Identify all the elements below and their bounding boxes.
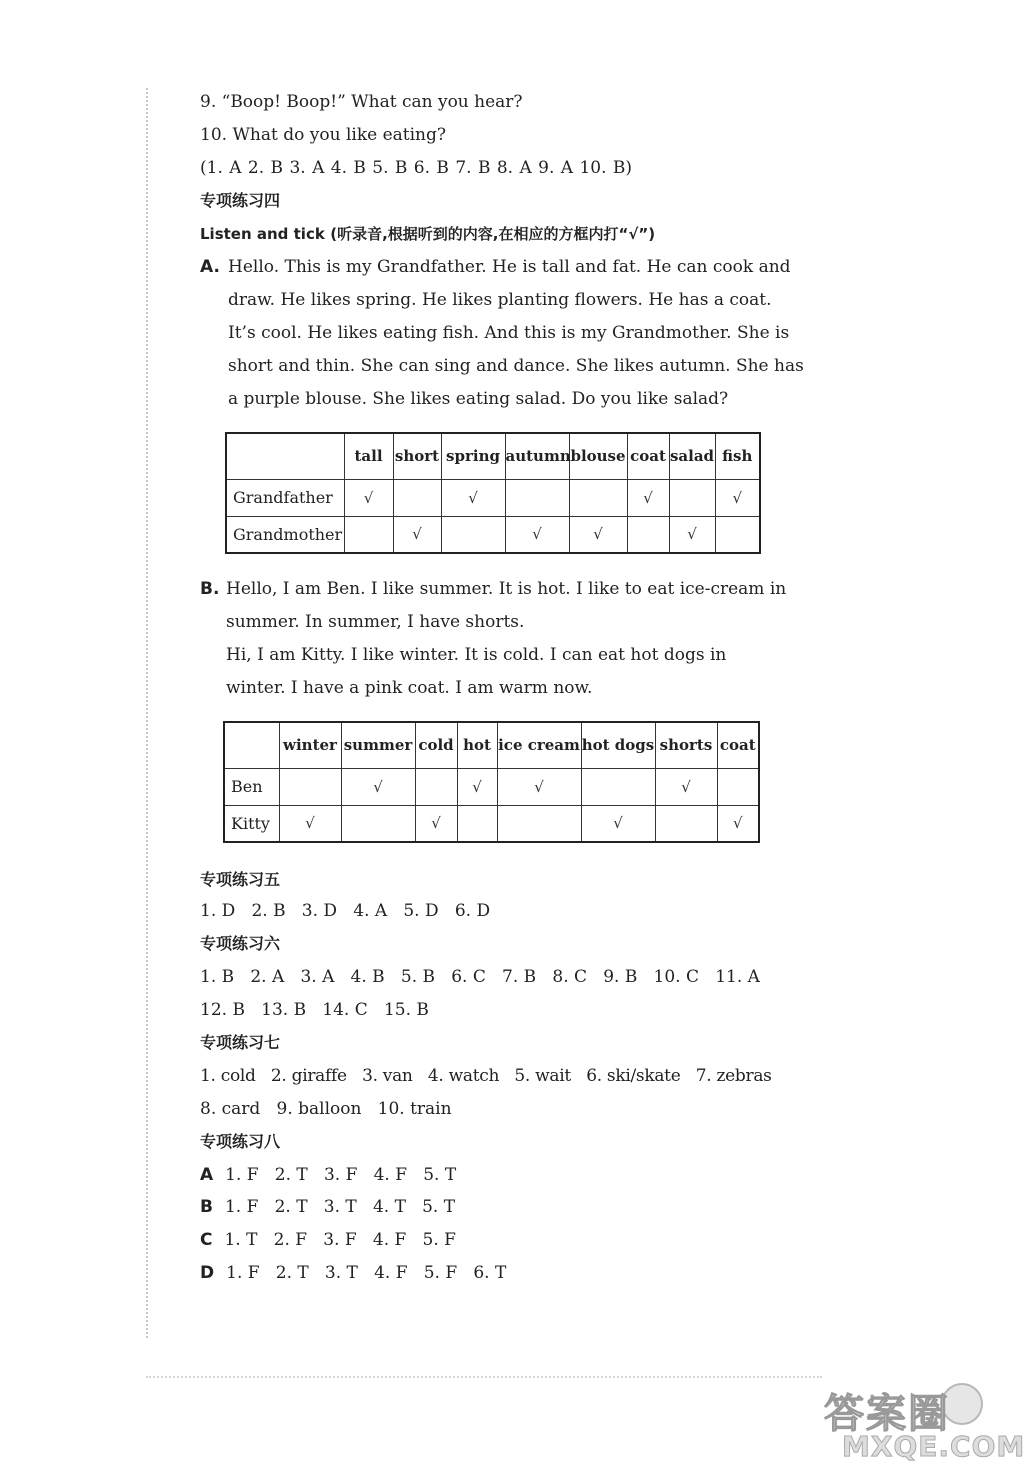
tick-cell [344, 516, 393, 553]
row-name: Ben [224, 768, 279, 805]
table-a [225, 432, 761, 554]
passage-b-line: Hi, I am Kitty. I like winter. It is cold. I can eat hot dogs in [226, 645, 727, 665]
row-name: Kitty [224, 805, 279, 842]
tick-cell [457, 805, 497, 842]
tick-cell: √ [717, 805, 759, 842]
tick-cell [655, 805, 717, 842]
tick-cell: √ [655, 768, 717, 805]
row-answers: 1. F 2. T 3. T 4. T 5. T [224, 1197, 456, 1217]
tick-cell: √ [569, 516, 627, 553]
tick-cell [715, 516, 760, 553]
footer-divider [146, 1376, 822, 1378]
column-header: coat [717, 722, 759, 768]
column-header: coat [627, 433, 669, 479]
table-b [223, 721, 760, 843]
passage-a-line: a purple blouse. She likes eating salad. Do you like salad? [228, 389, 729, 409]
passage-a-line: draw. He likes spring. He likes planting flowers. He has a coat. [228, 290, 772, 310]
section-8-heading: 专项练习八 [200, 1132, 281, 1151]
tick-cell [341, 805, 415, 842]
column-header: cold [415, 722, 457, 768]
column-header: hot dogs [581, 722, 655, 768]
tick-cell: √ [344, 479, 393, 516]
instruction-cn: (听录音,根据听到的内容,在相应的方框内打“√”) [330, 225, 656, 243]
section-5-answers: 1. D 2. B 3. D 4. A 5. D 6. D [200, 901, 491, 921]
table-row [226, 516, 760, 553]
tick-cell: √ [581, 805, 655, 842]
tick-cell [717, 768, 759, 805]
section-6-answers-line: 1. B 2. A 3. A 4. B 5. B 6. C 7. B 8. C 9. B 10. C 11. A [200, 967, 760, 987]
column-header: tall [344, 433, 393, 479]
tick-cell: √ [627, 479, 669, 516]
column-header: fish [715, 433, 760, 479]
tick-cell [569, 479, 627, 516]
tick-cell: √ [505, 516, 569, 553]
section-7-heading: 专项练习七 [200, 1033, 281, 1052]
tick-cell [393, 479, 441, 516]
question-10: 10. What do you like eating? [200, 125, 446, 145]
tick-cell: √ [393, 516, 441, 553]
column-header: winter [279, 722, 341, 768]
passage-b-label: B. [200, 579, 220, 599]
passage-b-line: Hello, I am Ben. I like summer. It is hot. I like to eat ice-cream in [226, 579, 787, 599]
table-row [224, 805, 759, 842]
tick-cell [669, 479, 715, 516]
site-watermark [812, 1378, 1025, 1468]
row-name: Grandmother [226, 516, 344, 553]
tick-cell: √ [669, 516, 715, 553]
watermark-url: MXQE.COM [842, 1430, 1025, 1463]
table-a-header-row [226, 433, 760, 479]
tick-cell: √ [341, 768, 415, 805]
binding-margin-line [146, 88, 148, 1338]
column-header: blouse [569, 433, 627, 479]
section-7-answers-line: 1. cold 2. giraffe 3. van 4. watch 5. wait 6. ski/skate 7. zebras [200, 1066, 772, 1086]
section-4-heading: 专项练习四 [200, 191, 281, 210]
section-8-row [200, 1262, 506, 1284]
row-label: D [200, 1263, 215, 1283]
section-5-heading: 专项练习五 [200, 870, 281, 889]
tick-cell [581, 768, 655, 805]
question-9: 9. “Boop! Boop!” What can you hear? [200, 92, 523, 112]
column-header: hot [457, 722, 497, 768]
watermark-logo: 答案圈 [824, 1391, 950, 1437]
passage-a-line: short and thin. She can sing and dance. She likes autumn. She has [228, 356, 804, 376]
tick-cell: √ [279, 805, 341, 842]
questions-answer-key: (1. A 2. B 3. A 4. B 5. B 6. B 7. B 8. A 9. A 10. B) [200, 158, 633, 178]
column-header: shorts [655, 722, 717, 768]
passage-a-line: It’s cool. He likes eating fish. And this is my Grandmother. She is [228, 323, 790, 343]
row-label: C [200, 1230, 213, 1250]
section-8-row [200, 1229, 456, 1251]
tick-cell [279, 768, 341, 805]
tick-cell [505, 479, 569, 516]
table-b-header-row [224, 722, 759, 768]
row-answers: 1. T 2. F 3. F 4. F 5. F [224, 1230, 456, 1250]
tick-cell [441, 516, 505, 553]
passage-a-label: A. [200, 257, 220, 277]
row-name: Grandfather [226, 479, 344, 516]
tick-cell: √ [441, 479, 505, 516]
table-a-corner [226, 433, 344, 479]
row-label: A [200, 1165, 214, 1185]
tick-cell [497, 805, 581, 842]
table-b-corner [224, 722, 279, 768]
tick-cell [627, 516, 669, 553]
tick-cell: √ [415, 805, 457, 842]
column-header: spring [441, 433, 505, 479]
section-7-answers-line: 8. card 9. balloon 10. train [200, 1099, 452, 1119]
section-4-instruction [200, 223, 655, 245]
section-6-answers-line: 12. B 13. B 14. C 15. B [200, 1000, 429, 1020]
column-header: short [393, 433, 441, 479]
row-answers: 1. F 2. T 3. F 4. F 5. T [225, 1165, 457, 1185]
tick-cell [415, 768, 457, 805]
tick-cell: √ [457, 768, 497, 805]
tick-cell: √ [715, 479, 760, 516]
table-row [226, 479, 760, 516]
column-header: salad [669, 433, 715, 479]
table-row [224, 768, 759, 805]
row-answers: 1. F 2. T 3. T 4. F 5. F 6. T [226, 1263, 507, 1283]
section-6-heading: 专项练习六 [200, 934, 281, 953]
section-8-row [200, 1196, 455, 1218]
instruction-en: Listen and tick [200, 225, 325, 243]
column-header: ice cream [497, 722, 581, 768]
column-header: autumn [505, 433, 569, 479]
passage-b-line: summer. In summer, I have shorts. [226, 612, 525, 632]
tick-cell: √ [497, 768, 581, 805]
section-8-row [200, 1164, 456, 1186]
column-header: summer [341, 722, 415, 768]
passage-b-line: winter. I have a pink coat. I am warm now. [226, 678, 593, 698]
passage-a-line: Hello. This is my Grandfather. He is tall and fat. He can cook and [228, 257, 791, 277]
row-label: B [200, 1197, 213, 1217]
